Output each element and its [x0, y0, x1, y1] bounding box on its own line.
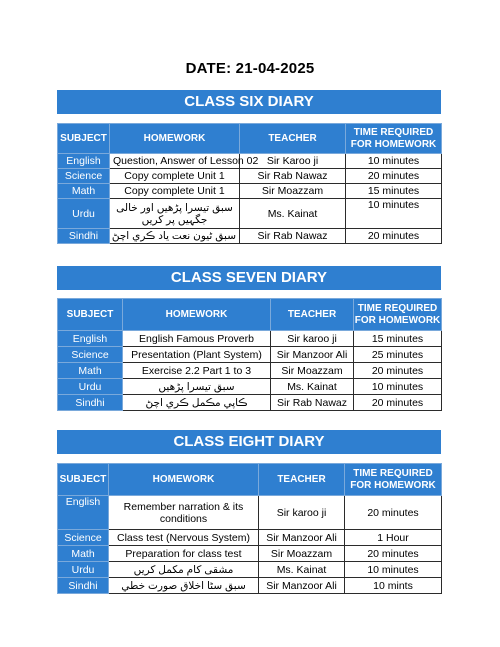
homework-cell: سبق تیسرا پڑھیں اور خالی جگہیں پر کریں — [110, 199, 240, 229]
table-row — [58, 530, 442, 546]
subject-cell: English — [58, 496, 109, 530]
header-homework: HOMEWORK — [109, 464, 259, 496]
teacher-cell: Sir Karoo ji — [240, 154, 346, 169]
subject-cell: Urdu — [58, 562, 109, 578]
time-cell: 20 minutes — [346, 169, 442, 184]
time-cell: 10 minutes — [354, 379, 442, 395]
class-six-title: CLASS SIX DIARY — [57, 90, 441, 114]
table-row — [58, 229, 442, 244]
teacher-cell: Sir Manzoor Ali — [271, 347, 354, 363]
subject-cell: Math — [58, 363, 123, 379]
header-time: TIME REQUIRED FOR HOMEWORK — [346, 124, 442, 154]
teacher-cell: Sir Moazzam — [271, 363, 354, 379]
time-cell: 20 minutes — [345, 496, 442, 530]
header-subject: SUBJECT — [58, 299, 123, 331]
table-row — [58, 199, 442, 229]
table-header-row — [58, 124, 442, 154]
time-cell: 1 Hour — [345, 530, 442, 546]
header-subject: SUBJECT — [58, 464, 109, 496]
class-six-table — [57, 123, 442, 244]
table-row — [58, 154, 442, 169]
table-row — [58, 496, 442, 530]
subject-cell: Urdu — [58, 379, 123, 395]
subject-cell: Sindhi — [58, 229, 110, 244]
time-cell: 10 mints — [345, 578, 442, 594]
homework-cell: English Famous Proverb — [123, 331, 271, 347]
homework-cell: سبق تیسرا پڑھیں — [123, 379, 271, 395]
table-row — [58, 347, 442, 363]
subject-cell: Math — [58, 184, 110, 199]
subject-cell: Science — [58, 169, 110, 184]
time-cell: 20 minutes — [345, 546, 442, 562]
time-cell: 20 minutes — [354, 363, 442, 379]
table-row — [58, 169, 442, 184]
teacher-cell: Sir Rab Nawaz — [240, 229, 346, 244]
table-row — [58, 546, 442, 562]
homework-cell: Presentation (Plant System) — [123, 347, 271, 363]
header-time: TIME REQUIRED FOR HOMEWORK — [345, 464, 442, 496]
header-teacher: TEACHER — [240, 124, 346, 154]
subject-cell: English — [58, 154, 110, 169]
time-cell: 10 minutes — [346, 199, 442, 229]
homework-cell: Remember narration & its conditions — [109, 496, 259, 530]
teacher-cell: Ms. Kainat — [259, 562, 345, 578]
class-seven-table — [57, 298, 442, 411]
time-cell: 15 minutes — [346, 184, 442, 199]
homework-cell: سبق ٹيون نعت ياد ڪري اچڻ — [110, 229, 240, 244]
class-eight-title: CLASS EIGHT DIARY — [57, 430, 441, 454]
homework-cell: ڪاپي مڪمل ڪري اچڻ — [123, 395, 271, 411]
table-row — [58, 363, 442, 379]
table-row — [58, 379, 442, 395]
diary-date: DATE: 21-04-2025 — [185, 60, 315, 77]
header-time: TIME REQUIRED FOR HOMEWORK — [354, 299, 442, 331]
homework-cell: سبق سڻا اخلاق صورت خطي — [109, 578, 259, 594]
class-eight-table — [57, 463, 442, 594]
teacher-cell: Sir Manzoor Ali — [259, 530, 345, 546]
subject-cell: Science — [58, 530, 109, 546]
table-header-row — [58, 299, 442, 331]
time-cell: 10 minutes — [345, 562, 442, 578]
homework-cell: مشقی کام مکمل کریں — [109, 562, 259, 578]
table-row — [58, 395, 442, 411]
time-cell: 15 minutes — [354, 331, 442, 347]
header-homework: HOMEWORK — [110, 124, 240, 154]
table-row — [58, 184, 442, 199]
subject-cell: Math — [58, 546, 109, 562]
time-cell: 10 minutes — [346, 154, 442, 169]
table-header-row — [58, 464, 442, 496]
header-subject: SUBJECT — [58, 124, 110, 154]
time-cell: 20 minutes — [346, 229, 442, 244]
homework-cell: Question, Answer of Lesson 02 — [110, 154, 240, 169]
teacher-cell: Sir Rab Nawaz — [240, 169, 346, 184]
table-row — [58, 578, 442, 594]
subject-cell: English — [58, 331, 123, 347]
teacher-cell: Sir Rab Nawaz — [271, 395, 354, 411]
header-teacher: TEACHER — [271, 299, 354, 331]
subject-cell: Urdu — [58, 199, 110, 229]
table-row — [58, 331, 442, 347]
teacher-cell: Sir karoo ji — [259, 496, 345, 530]
class-seven-title: CLASS SEVEN DIARY — [57, 266, 441, 290]
homework-cell: Copy complete Unit 1 — [110, 184, 240, 199]
teacher-cell: Ms. Kainat — [271, 379, 354, 395]
homework-cell: Preparation for class test — [109, 546, 259, 562]
homework-cell: Exercise 2.2 Part 1 to 3 — [123, 363, 271, 379]
homework-cell: Class test (Nervous System) — [109, 530, 259, 546]
header-teacher: TEACHER — [259, 464, 345, 496]
subject-cell: Sindhi — [58, 578, 109, 594]
table-row — [58, 562, 442, 578]
time-cell: 20 minutes — [354, 395, 442, 411]
teacher-cell: Sir karoo ji — [271, 331, 354, 347]
subject-cell: Sindhi — [58, 395, 123, 411]
homework-cell: Copy complete Unit 1 — [110, 169, 240, 184]
teacher-cell: Sir Moazzam — [259, 546, 345, 562]
subject-cell: Science — [58, 347, 123, 363]
teacher-cell: Ms. Kainat — [240, 199, 346, 229]
teacher-cell: Sir Manzoor Ali — [259, 578, 345, 594]
teacher-cell: Sir Moazzam — [240, 184, 346, 199]
time-cell: 25 minutes — [354, 347, 442, 363]
header-homework: HOMEWORK — [123, 299, 271, 331]
